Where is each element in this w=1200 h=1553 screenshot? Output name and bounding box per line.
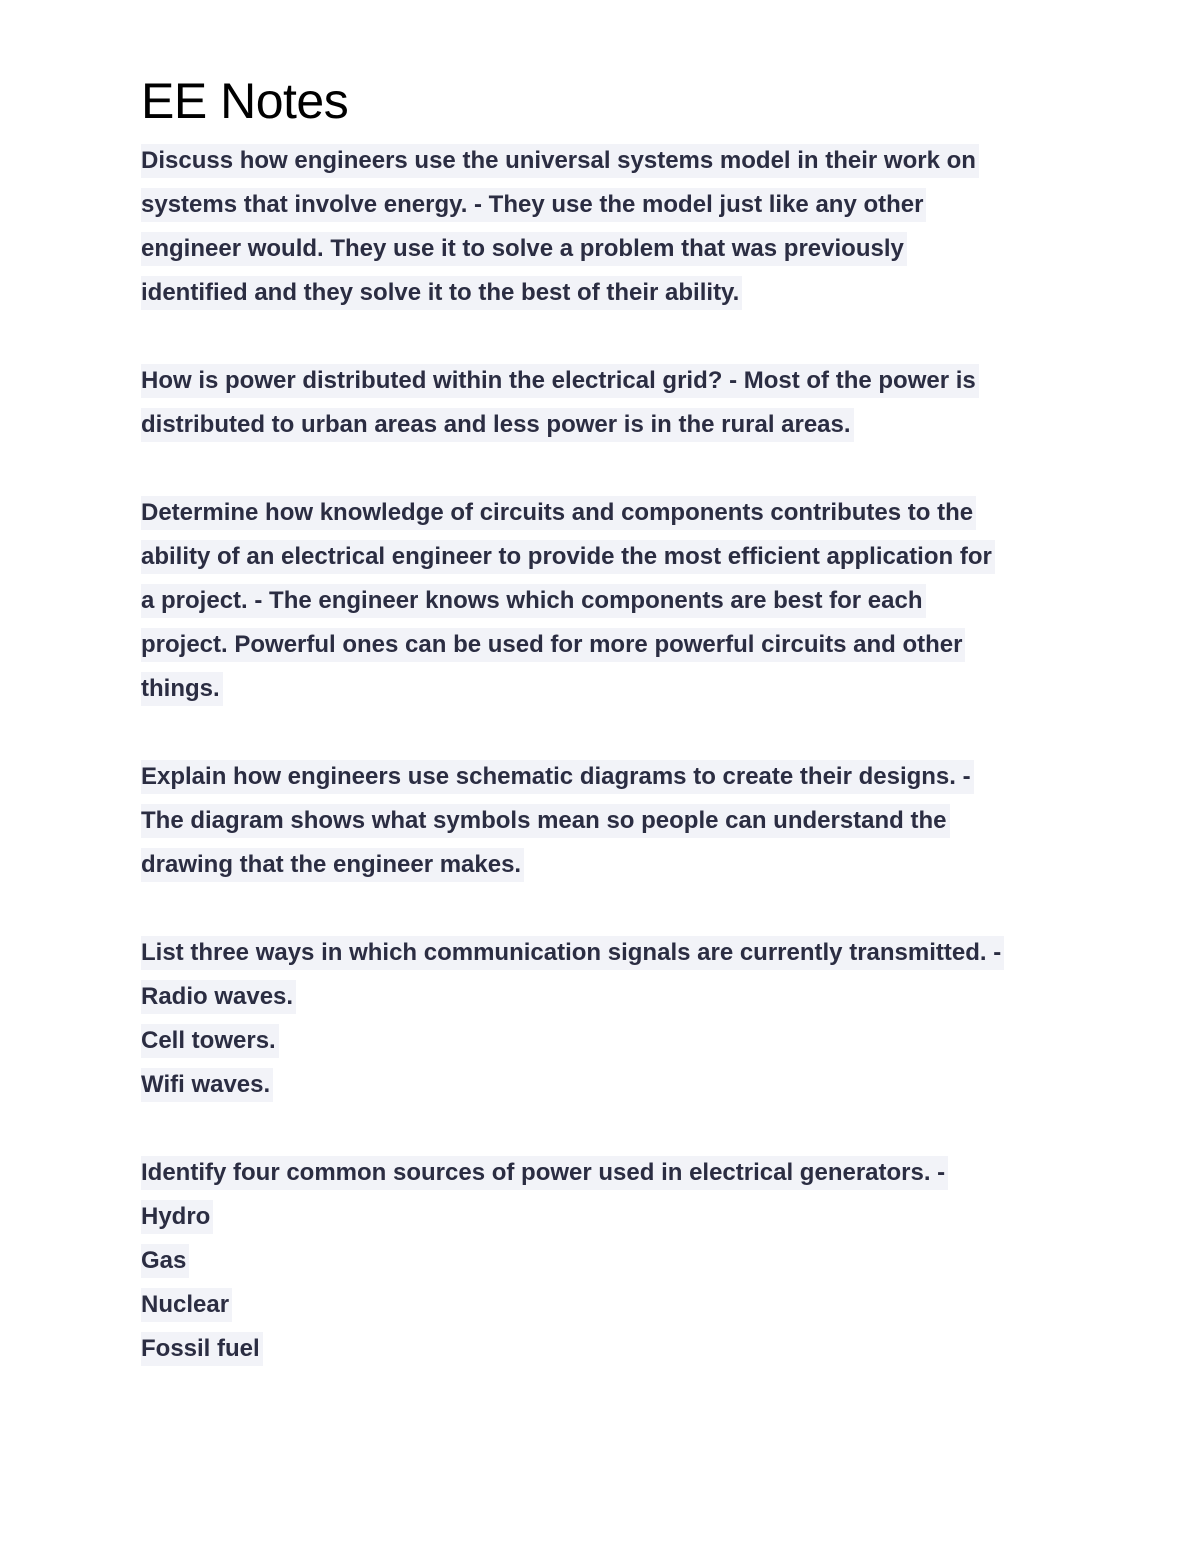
note-line: List three ways in which communication signals are currently transmitted. - [141, 931, 1081, 975]
list-item: Wifi waves. [141, 1063, 1081, 1107]
list-item: Fossil fuel [141, 1327, 1081, 1371]
note-line: a project. - The engineer knows which components are best for each [141, 579, 1081, 623]
list-item: Hydro [141, 1195, 1081, 1239]
note-block-power-sources [141, 1151, 1081, 1371]
list-item: Gas [141, 1239, 1081, 1283]
note-block-universal-systems-model [141, 139, 1081, 315]
note-line: identified and they solve it to the best of their ability. [141, 271, 1081, 315]
note-line: things. [141, 667, 1081, 711]
note-line: systems that involve energy. - They use the model just like any other [141, 183, 1081, 227]
document-page [141, 72, 1081, 1415]
note-line: Discuss how engineers use the universal systems model in their work on [141, 139, 1081, 183]
note-line: ability of an electrical engineer to provide the most efficient application for [141, 535, 1081, 579]
note-line: project. Powerful ones can be used for more powerful circuits and other [141, 623, 1081, 667]
note-line: The diagram shows what symbols mean so people can understand the [141, 799, 1081, 843]
page-title: EE Notes [141, 73, 349, 129]
note-line: distributed to urban areas and less power is in the rural areas. [141, 403, 1081, 447]
list-item: Nuclear [141, 1283, 1081, 1327]
list-item: Radio waves. [141, 975, 1081, 1019]
list-item: Cell towers. [141, 1019, 1081, 1063]
note-line: How is power distributed within the electrical grid? - Most of the power is [141, 359, 1081, 403]
note-line: engineer would. They use it to solve a problem that was previously [141, 227, 1081, 271]
note-block-communication-signals [141, 931, 1081, 1107]
note-block-circuits-components [141, 491, 1081, 711]
note-line: Determine how knowledge of circuits and components contributes to the [141, 491, 1081, 535]
note-block-power-distribution [141, 359, 1081, 447]
note-line: drawing that the engineer makes. [141, 843, 1081, 887]
note-block-schematic-diagrams [141, 755, 1081, 887]
note-line: Explain how engineers use schematic diagrams to create their designs. - [141, 755, 1081, 799]
note-line: Identify four common sources of power used in electrical generators. - [141, 1151, 1081, 1195]
